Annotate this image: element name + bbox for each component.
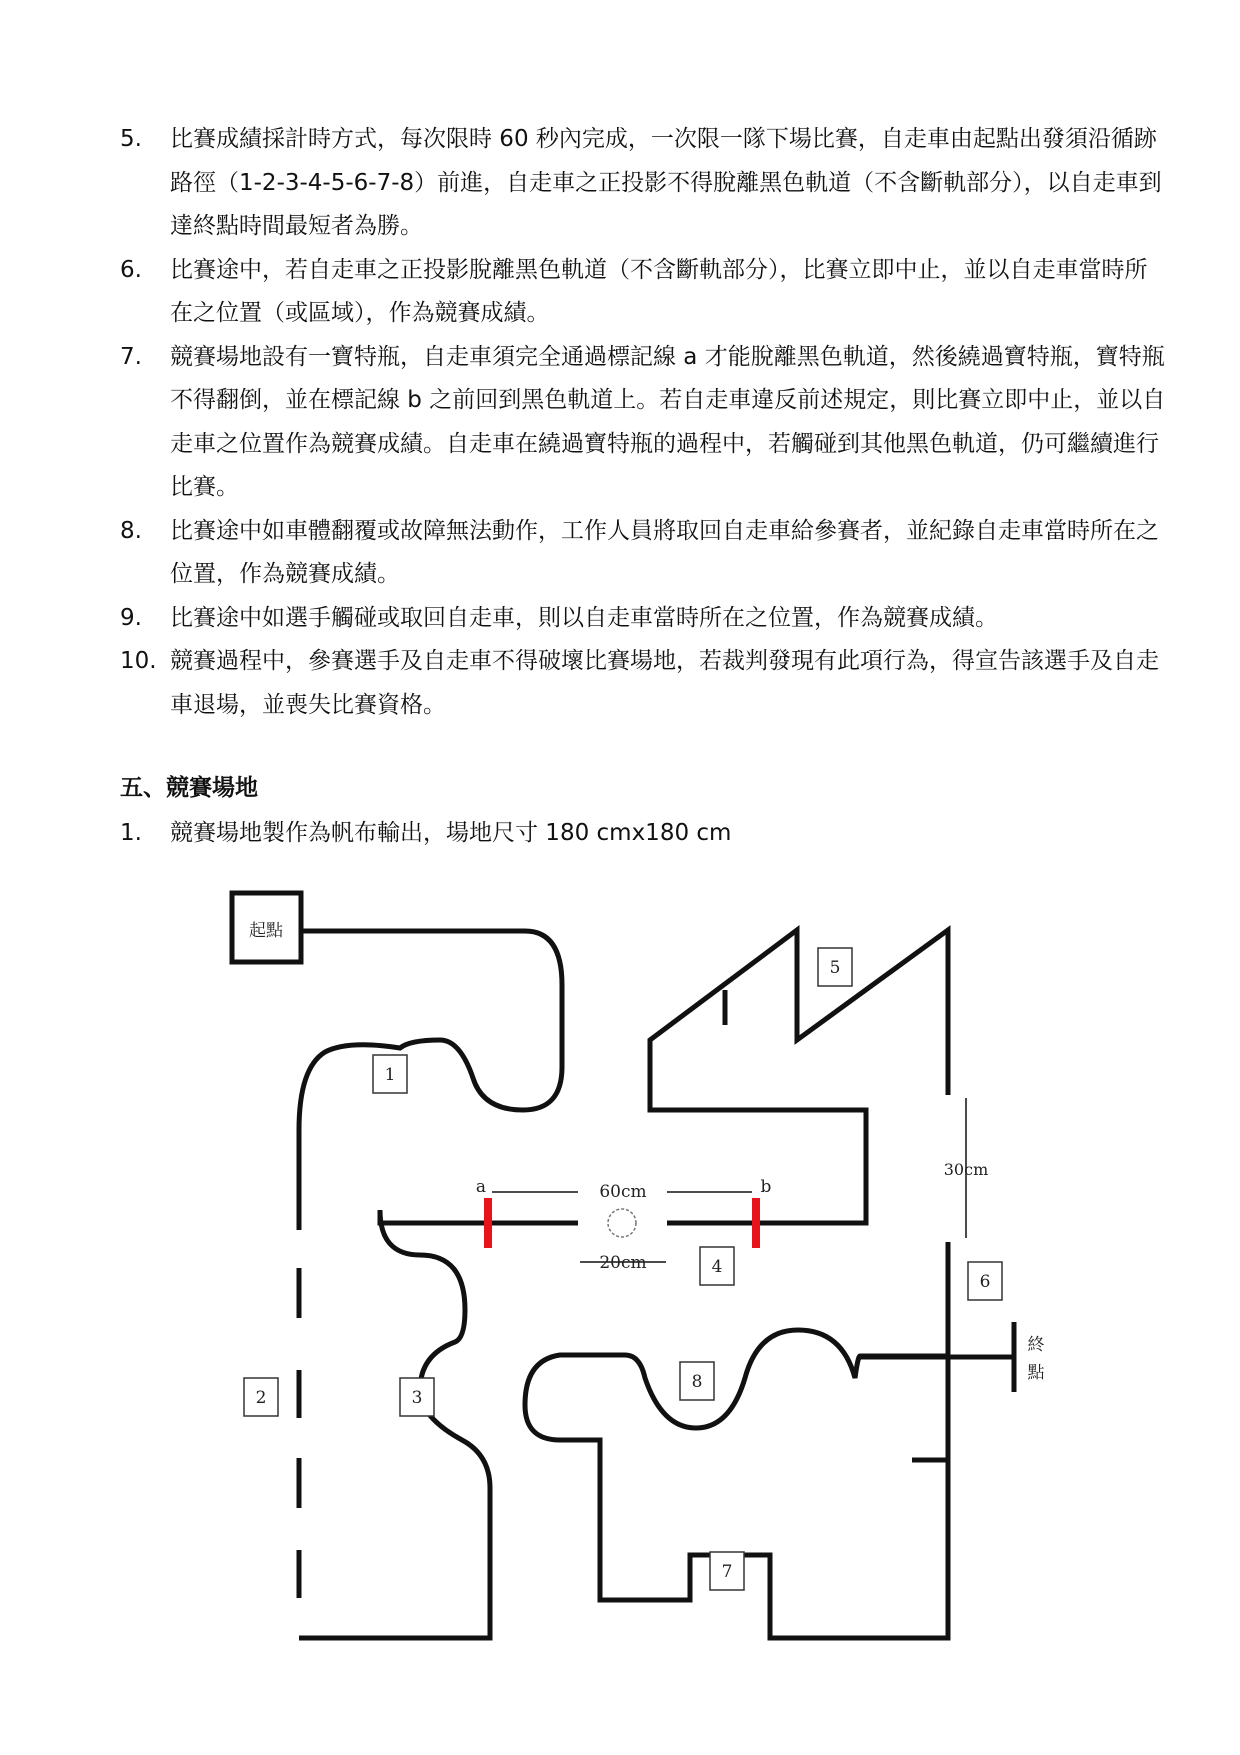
zone-label-5: 5 — [829, 958, 841, 978]
rule-text: 比賽成績採計時方式，每次限時 60 秒內完成，一次限一隊下場比賽，自走車由起點出發須沿循跡路徑（1-2-3-4-5-6-7-8）前進，自走車之正投影不得脫離黑色軌道（不含斷軌部分），以自走車到達終點時間最短者為勝。 — [170, 126, 1162, 239]
track-line-b — [650, 930, 948, 1223]
track-top-curve — [299, 931, 562, 1230]
marker-a-label: a — [475, 1177, 487, 1197]
rule-item — [120, 597, 1170, 641]
zone-label-6: 6 — [979, 1272, 991, 1292]
rule-number: 9. — [120, 604, 142, 631]
finish-label-top: 終 — [1027, 1335, 1045, 1355]
rule-item — [120, 249, 1170, 336]
rule-text: 比賽途中如車體翻覆或故障無法動作，工作人員將取回自走車給參賽者，並紀錄自走車當時所在之位置，作為競賽成績。 — [170, 517, 1159, 587]
dimension-20-label: 20cm — [599, 1253, 647, 1273]
rule-number: 7. — [120, 343, 142, 370]
zone-label-8: 8 — [691, 1372, 703, 1392]
zone-label-7: 7 — [721, 1562, 733, 1582]
venue-item-number: 1. — [120, 820, 142, 846]
marker-b-line — [752, 1198, 760, 1248]
rule-item — [120, 336, 1170, 510]
track-bottom-left — [299, 1210, 578, 1638]
zone-label-2: 2 — [255, 1388, 267, 1408]
section-heading: 五、競賽場地 — [120, 775, 258, 801]
finish-label-bottom: 點 — [1027, 1363, 1045, 1383]
rule-number: 8. — [120, 517, 142, 544]
rules-list — [120, 118, 1170, 727]
map-labels — [249, 921, 1045, 1582]
venue-item-text: 競賽場地製作為帆布輸出，場地尺寸 180 cmx180 cm — [170, 820, 732, 846]
rule-number: 6. — [120, 256, 142, 283]
rule-text: 競賽過程中，參賽選手及自走車不得破壞比賽場地，若裁判發現有此項行為，得宣告該選手及自走車退場，並喪失比賽資格。 — [170, 648, 1159, 718]
rule-text: 比賽途中，若自走車之正投影脫離黑色軌道（不含斷軌部分），比賽立即中止，並以自走車當時所在之位置（或區域），作為競賽成績。 — [170, 256, 1148, 326]
dimension-marks — [492, 1098, 966, 1262]
rule-text: 競賽場地設有一寶特瓶，自走車須完全通過標記線 a 才能脫離黑色軌道，然後繞過寶特瓶，寶特瓶不得翻倒，並在標記線 b 之前回到黑色軌道上。若自走車違反前述規定，則比賽立即中止，並以自走車之位置作為競賽成績。自走車在繞過寶特瓶的過程中，若觸碰到其他黑色軌道，仍可繼續進行比賽。 — [170, 343, 1166, 500]
zone-label-1: 1 — [384, 1065, 396, 1085]
marker-b-label: b — [760, 1177, 772, 1197]
rule-item — [120, 118, 1170, 249]
zone-label-3: 3 — [411, 1388, 423, 1408]
dimension-60-label: 60cm — [599, 1182, 647, 1202]
rule-item — [120, 640, 1170, 727]
rule-text: 比賽途中如選手觸碰或取回自走車，則以自走車當時所在之位置，作為競賽成績。 — [170, 604, 998, 631]
rule-number: 10. — [120, 648, 157, 674]
bottle-circle — [608, 1209, 636, 1237]
marker-a-line — [484, 1198, 492, 1248]
venue-item — [120, 812, 1170, 856]
track-map — [225, 890, 1045, 1660]
dimension-30-label: 30cm — [943, 1160, 989, 1179]
rule-number: 5. — [120, 126, 142, 152]
zone-label-4: 4 — [711, 1257, 723, 1277]
start-label: 起點 — [249, 921, 283, 941]
rule-item — [120, 510, 1170, 597]
